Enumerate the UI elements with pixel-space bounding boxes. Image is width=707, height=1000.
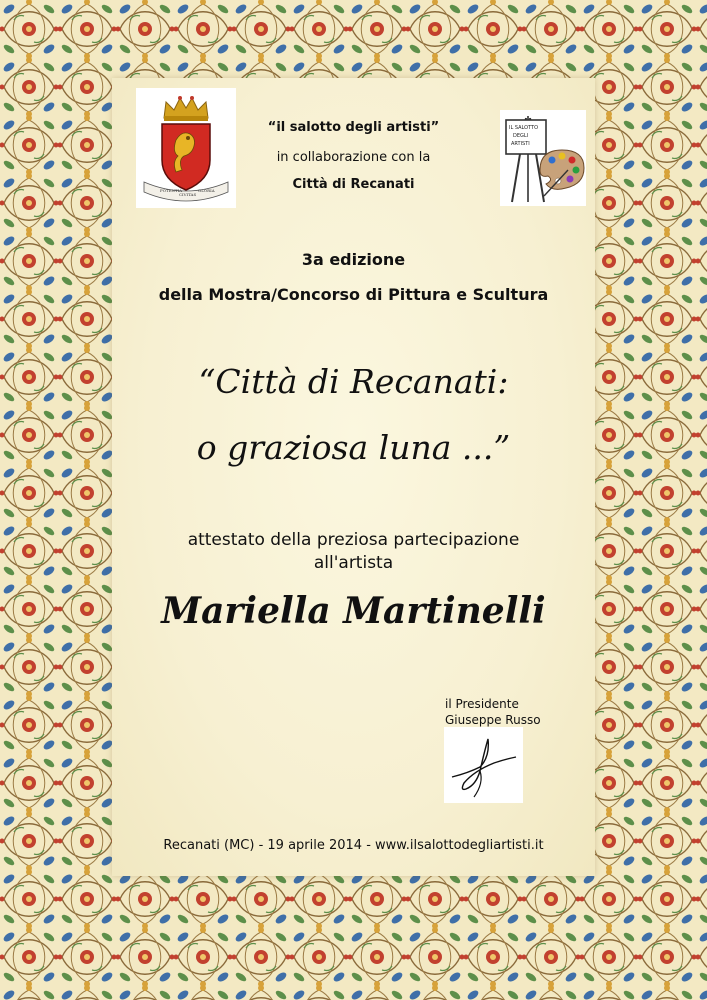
edition: 3a edizione: [301, 250, 406, 269]
org-name: “il salotto degli artisti”: [267, 120, 440, 135]
motto-1: POTENTIA: [160, 188, 183, 193]
artist-name: Mariella Martinelli: [161, 590, 546, 632]
signature-icon: [444, 727, 523, 803]
signature-box: [444, 727, 523, 803]
theme-line-1: “Città di Recanati:: [198, 362, 509, 401]
president-role: il Presidente: [445, 697, 519, 711]
event-subtitle: della Mostra/Concorso di Pittura e Scultura: [158, 285, 549, 304]
motto-2: CIVITAS: [179, 192, 197, 197]
city-name: Città di Recanati: [292, 177, 415, 192]
logo-label-2: DEGLI: [513, 133, 529, 139]
president-name: Giuseppe Russo: [445, 713, 541, 727]
logo-label-3: ARTISTI: [511, 141, 530, 147]
theme-line-2: o graziosa luna ...”: [196, 428, 511, 467]
artist-intro: all'artista: [313, 553, 394, 573]
footer-line: Recanati (MC) - 19 aprile 2014 - www.ilsalottodegliartisti.it: [163, 838, 544, 853]
attestation-line: attestato della preziosa partecipazione: [187, 530, 520, 550]
motto-3: GLORIA: [198, 188, 215, 193]
logo-label-1: IL SALOTTO: [509, 125, 539, 131]
collab-line: in collaborazione con la: [276, 150, 431, 165]
